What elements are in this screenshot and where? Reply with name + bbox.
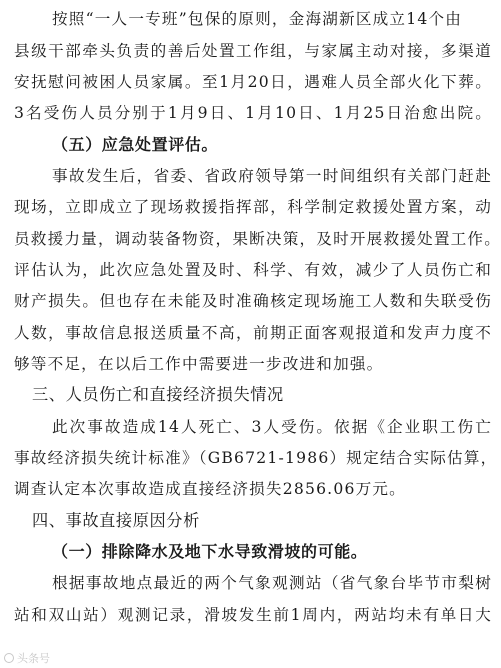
paragraph-line: 3名受伤人员分别于1月9日、1月10日、1月25日治愈出院。 [14, 104, 492, 122]
section-subheading: （一）排除降水及地下水导致滑坡的可能。 [52, 542, 368, 561]
paragraph-line: 事故发生后，省委、省政府领导第一时间组织有关部门赶赴 [52, 167, 492, 185]
paragraph-line: 评估认为，此次应急处置及时、科学、有效，减少了人员伤亡和 [14, 261, 492, 279]
paragraph-line: 安抚慰问被困人员家属。至1月20日，遇难人员全部火化下葬。 [14, 73, 492, 91]
paragraph-line: 员救援力量，调动装备物资，果断决策，及时开展救援处置工作。 [14, 230, 501, 248]
paragraph-line: 县级干部牵头负责的善后处置工作组，与家属主动对接，多渠道 [14, 42, 492, 60]
watermark-text: 头条号 [17, 652, 50, 665]
paragraph-line: 够等不足，在以后工作中需要进一步改进和加强。 [14, 355, 384, 373]
paragraph-line: 按照“一人一专班”包保的原则，金海湖新区成立14个由 [52, 10, 463, 28]
paragraph-line: 此次事故造成14人死亡、3人受伤。依据《企业职工伤亡 [52, 418, 492, 436]
paragraph-line: 调查认定本次事故造成直接经济损失2856.06万元。 [14, 480, 406, 498]
paragraph-line: 站和双山站）观测记录，滑坡发生前1周内，两站均未有单日大 [14, 606, 492, 624]
section-heading: 四、事故直接原因分析 [32, 511, 200, 530]
watermark [4, 650, 50, 666]
section-subheading: （五）应急处置评估。 [52, 135, 219, 154]
watermark-logo-icon [4, 653, 14, 663]
paragraph-line: 人数，事故信息报送质量不高，前期正面客观报道和发声力度不 [14, 324, 492, 342]
paragraph-line: 根据事故地点最近的两个气象观测站（省气象台毕节市梨树 [52, 574, 492, 592]
paragraph-line: 财产损失。但也存在未能及时准确核定现场施工人数和失联受伤 [14, 292, 492, 310]
paragraph-line: 事故经济损失统计标准》（GB6721-1986）规定结合实际估算， [14, 449, 498, 467]
section-heading: 三、人员伤亡和直接经济损失情况 [32, 385, 284, 404]
paragraph-line: 现场，立即成立了现场救援指挥部，科学制定救援处置方案，动 [14, 198, 492, 216]
